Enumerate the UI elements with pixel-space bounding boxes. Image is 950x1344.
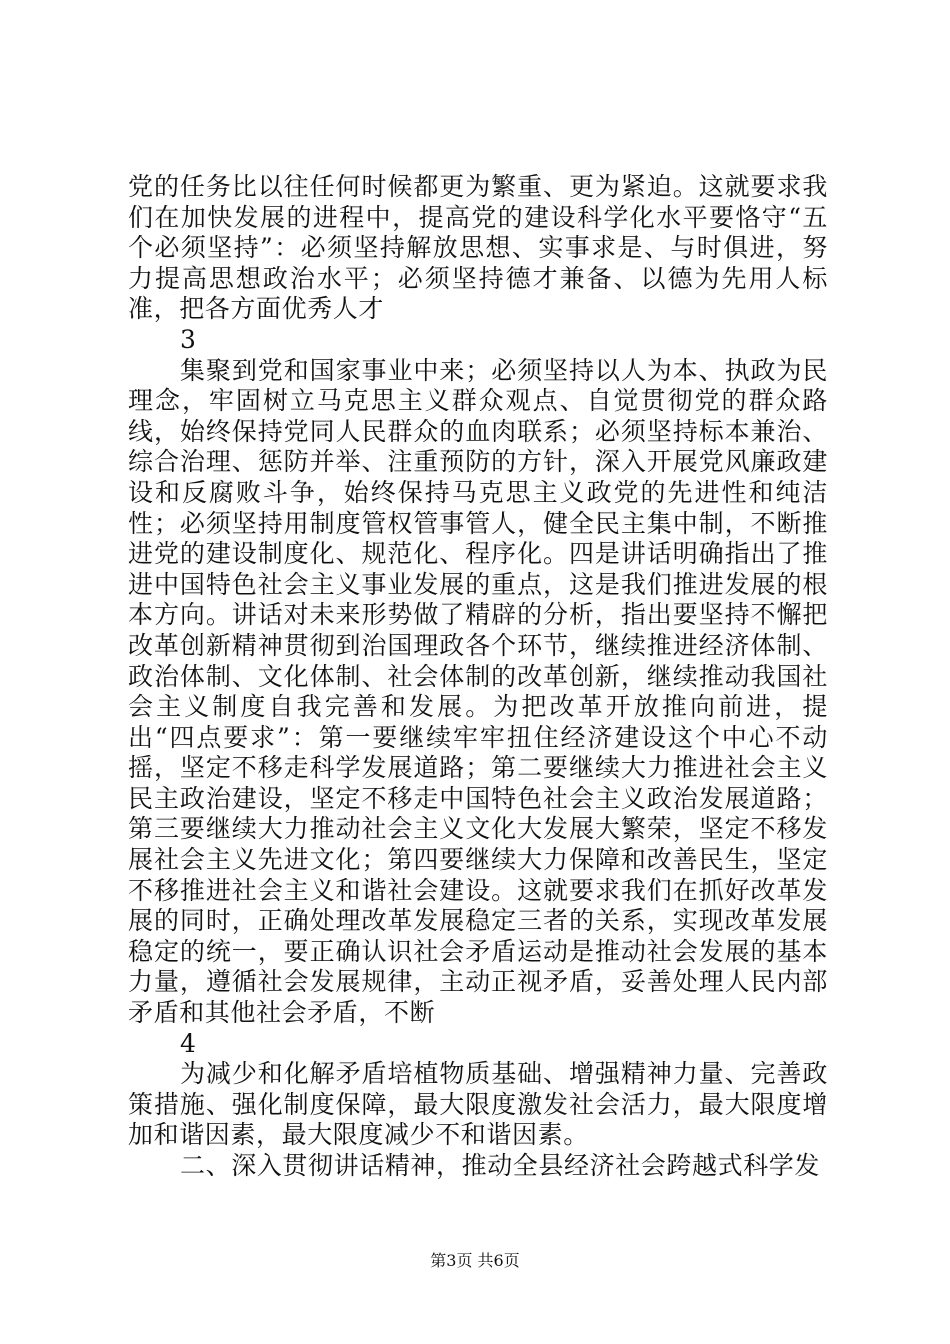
paragraph-1: 党的任务比以往任何时候都更为繁重、更为紧迫。这就要求我们在加快发展的进程中，提高党的建设科学化水平要恪守“五个必须坚持”：必须坚持解放思想、实事求是、与时俱进，努力提高思想政治水平；必须坚持德才兼备、以德为先用人标准，把各方面优秀人才 (128, 172, 828, 324)
footer-page-label: 第3页 共6页 (430, 1251, 520, 1270)
page-footer (0, 1248, 950, 1271)
section-heading-paragraph: 二、深入贯彻讲话精神，推动全县经济社会跨越式科学发 (180, 1151, 821, 1180)
paragraph-2: 集聚到党和国家事业中来；必须坚持以人为本、执政为民理念，牢固树立马克思主义群众观点、自觉贯彻党的群众路线，始终保持党同人民群众的血肉联系；必须坚持标本兼治、综合治理、惩防并举、注重预防的方针，深入开展党风廉政建设和反腐败斗争，始终保持马克思主义政党的先进性和纯洁性；必须坚持用制度管权管事管人，健全民主集中制，不断推进党的建设制度化、规范化、程序化。四是讲话明确指出了推进中国特色社会主义事业发展的重点，这是我们推进发展的根本方向。讲话对未来形势做了精辟的分析，指出要坚持不懈把改革创新精神贯彻到治国理政各个环节，继续推进经济体制、政治体制、文化体制、社会体制的改革创新，继续推动我国社会主义制度自我完善和发展。为把改革开放推向前进，提出“四点要求”：第一要继续牢牢扭住经济建设这个中心不动摇，坚定不移走科学发展道路；第二要继续大力推进社会主义民主政治建设，坚定不移走中国特色社会主义政治发展道路；第三要继续大力推动社会主义文化大发展大繁荣，坚定不移发展社会主义先进文化；第四要继续大力保障和改善民生，坚定不移推进社会主义和谐社会建设。这就要求我们在抓好改革发展的同时，正确处理改革发展稳定三者的关系，实现改革发展稳定的统一，要正确认识社会矛盾运动是推动社会发展的基本力量，遵循社会发展规律，主动正视矛盾，妥善处理人民内部矛盾和其他社会矛盾，不断 (128, 355, 828, 1028)
paragraph-3: 为减少和化解矛盾培植物质基础、增强精神力量、完善政策措施、强化制度保障，最大限度激发社会活力，最大限度增加和谐因素，最大限度减少不和谐因素。 (128, 1059, 828, 1150)
document-body (128, 172, 828, 1182)
inline-page-number: 4 (180, 1028, 197, 1058)
inline-page-number: 3 (180, 324, 197, 354)
